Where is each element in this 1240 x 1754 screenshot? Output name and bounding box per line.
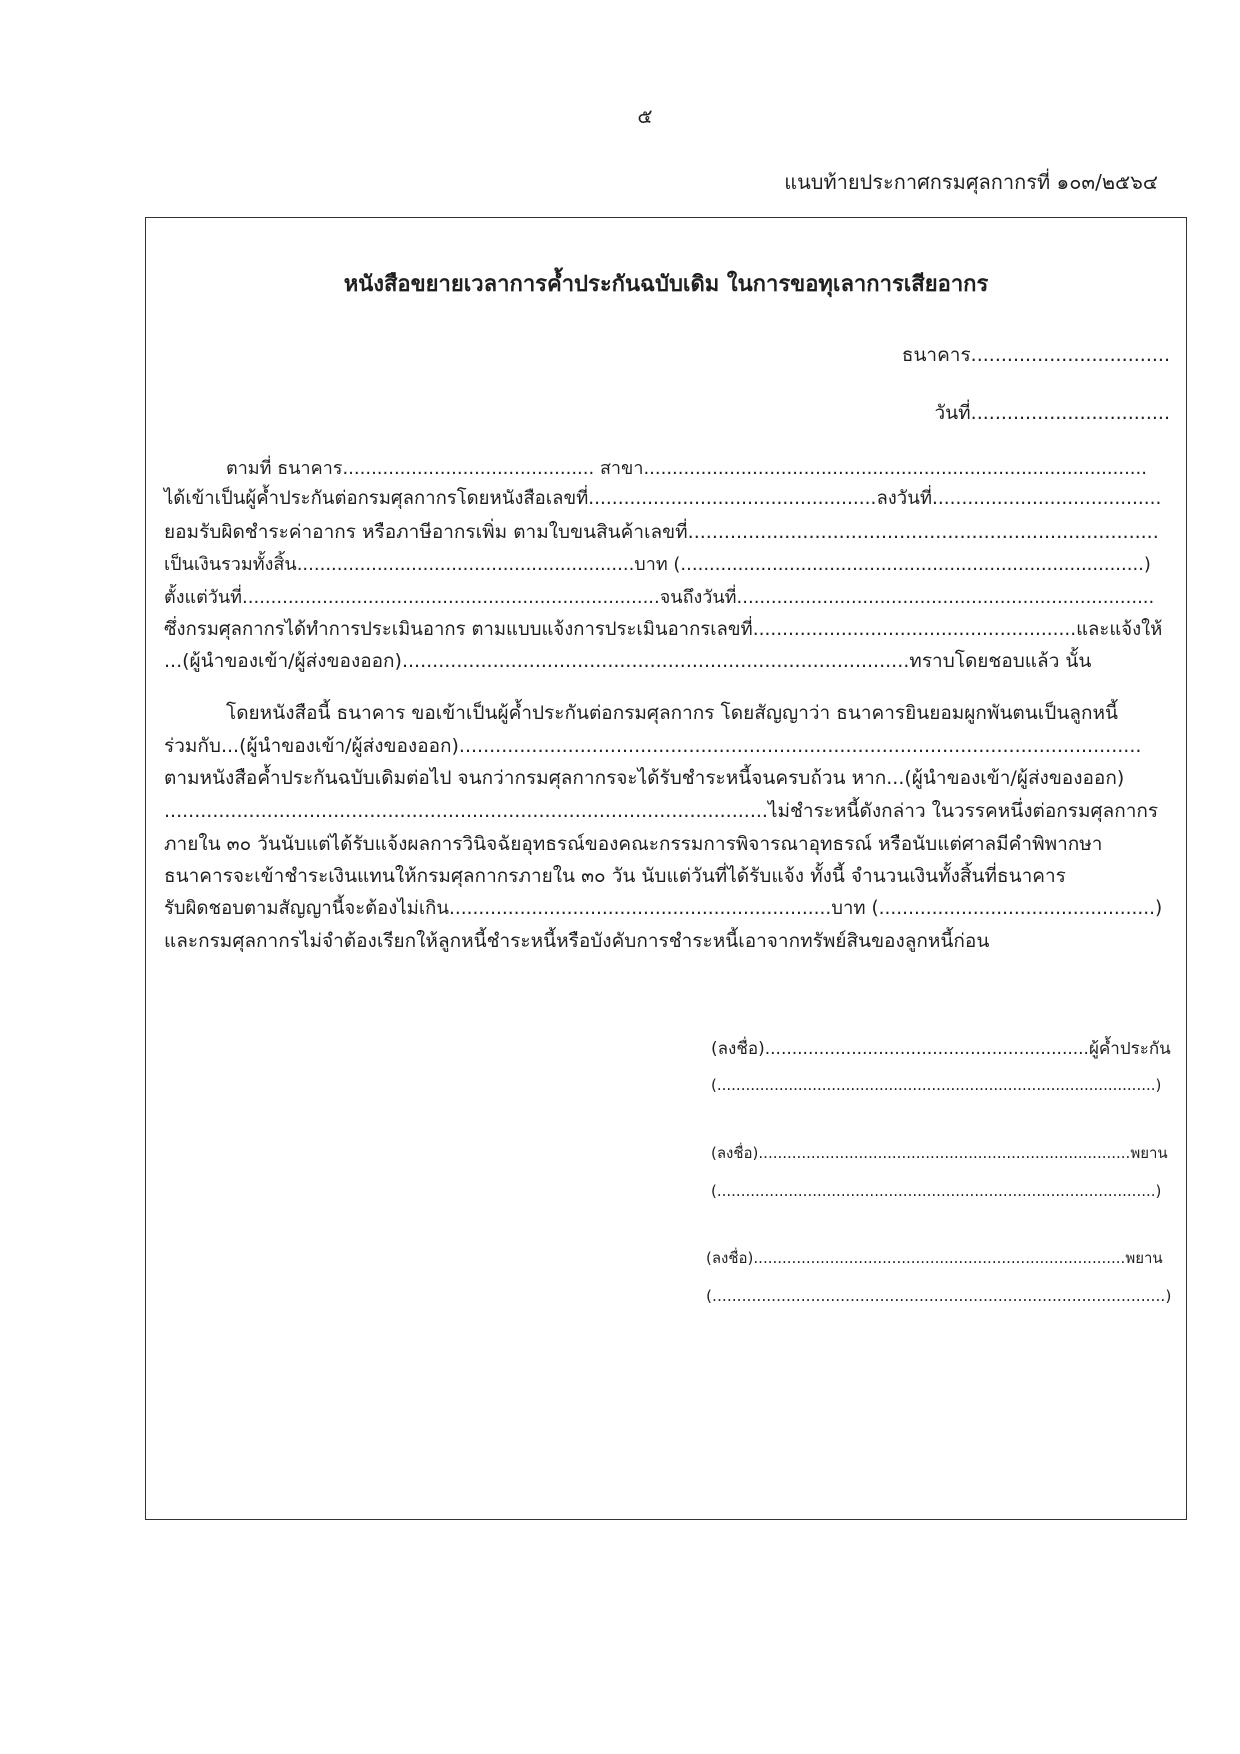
- guarantor-signature-line: (ลงชื่อ)............................................................ผู้ค้ำประกัน: [711, 1039, 1171, 1059]
- body2-line-8: และกรมศุลกากรไม่จำต้องเรียกให้ลูกหนี้ชำระหนี้หรือบังคับการชำระหนี้เอาจากทรัพย์สินของลูกหนี้ก่อน: [164, 930, 990, 952]
- body1-line-7: ...(ผู้นำของเข้า/ผู้ส่งของออก)....................................................................................ทราบโดยชอบแล้ว นั้น: [164, 650, 1092, 672]
- page-number: ๕: [637, 104, 653, 128]
- form-title: หนังสือขยายเวลาการค้ำประกันฉบับเดิม ในการขอทุเลาการเสียอากร: [343, 272, 989, 297]
- witness-1-signature-line: (ลงชื่อ)..............................................................................พยาน: [711, 1144, 1168, 1162]
- body1-line-6: ซึ่งกรมศุลกากรได้ทำการประเมินอากร ตามแบบแจ้งการประเมินอากรเลขที่.......................................................และแจ้งให้: [164, 619, 1163, 640]
- body2-line-1: โดยหนังสือนี้ ธนาคาร ขอเข้าเป็นผู้ค้ำประกันต่อกรมศุลกากร โดยสัญญาว่า ธนาคารยินยอมผูกพันตนเป็นลูกหนี้: [226, 702, 1118, 724]
- body2-line-2: ร่วมกับ...(ผู้นำของเข้า/ผู้ส่งของออก).................................................................................................................: [164, 735, 1142, 757]
- body2-line-5: ภายใน ๓๐ วันนับแต่ได้รับแจ้งผลการวินิจฉัยอุทธรณ์ของคณะกรรมการพิจารณาอุทธรณ์ หรือนับแต่ศาลมีคำพิพากษา: [164, 833, 1103, 855]
- body2-line-7: รับผิดชอบตามสัญญานี้จะต้องไม่เกิน.................................................................บาท (...............................................): [164, 898, 1163, 919]
- body1-line-5: ตั้งแต่วันที่.........................................................................จนถึงวันที่.........................................................................: [164, 587, 1155, 608]
- guarantor-name-line: (............................................................................................): [711, 1076, 1162, 1094]
- attachment-reference: แนบท้ายประกาศกรมศุลกากรที่ ๑๐๓/๒๕๖๔: [784, 170, 1158, 194]
- form-frame: [145, 217, 1187, 1520]
- witness-2-name-line: (............................................................................................): [706, 1287, 1172, 1305]
- body1-line-1: ตามที่ ธนาคาร............................................ สาขา........................................................................................: [226, 458, 1147, 479]
- body2-line-3: ตามหนังสือค้ำประกันฉบับเดิมต่อไป จนกว่ากรมศุลกากรจะได้รับชำระหนี้จนครบถ้วน หาก...(ผู้นำของเข้า/ผู้ส่งของออก): [164, 767, 1125, 789]
- body2-line-4: ....................................................................................................ไม่ชำระหนี้ดังกล่าว ในวรรคหนึ่งต่อกรมศุลกากร: [164, 800, 1159, 822]
- body1-line-2: ได้เข้าเป็นผู้ค้ำประกันต่อกรมศุลกากรโดยหนังสือเลขที่.................................................ลงวันที่.......................................: [164, 488, 1162, 509]
- body1-line-3: ยอมรับผิดชำระค่าอากร หรือภาษีอากรเพิ่ม ตามใบขนสินค้าเลขที่..............................................................................: [164, 521, 1159, 543]
- body1-line-4: เป็นเงินรวมทั้งสิ้น...........................................................บาท (.................................................................................): [164, 554, 1151, 575]
- witness-2-signature-line: (ลงชื่อ)..............................................................................พยาน: [706, 1249, 1163, 1267]
- body2-line-6: ธนาคารจะเข้าชำระเงินแทนให้กรมศุลกากรภายใน ๓๐ วัน นับแต่วันที่ได้รับแจ้ง ทั้งนี้ จำนวนเงินทั้งสิ้นที่ธนาคาร: [164, 865, 1066, 887]
- date-field: วันที่.................................: [934, 402, 1170, 424]
- bank-field: ธนาคาร.................................: [901, 344, 1170, 366]
- witness-1-name-line: (............................................................................................): [711, 1182, 1162, 1200]
